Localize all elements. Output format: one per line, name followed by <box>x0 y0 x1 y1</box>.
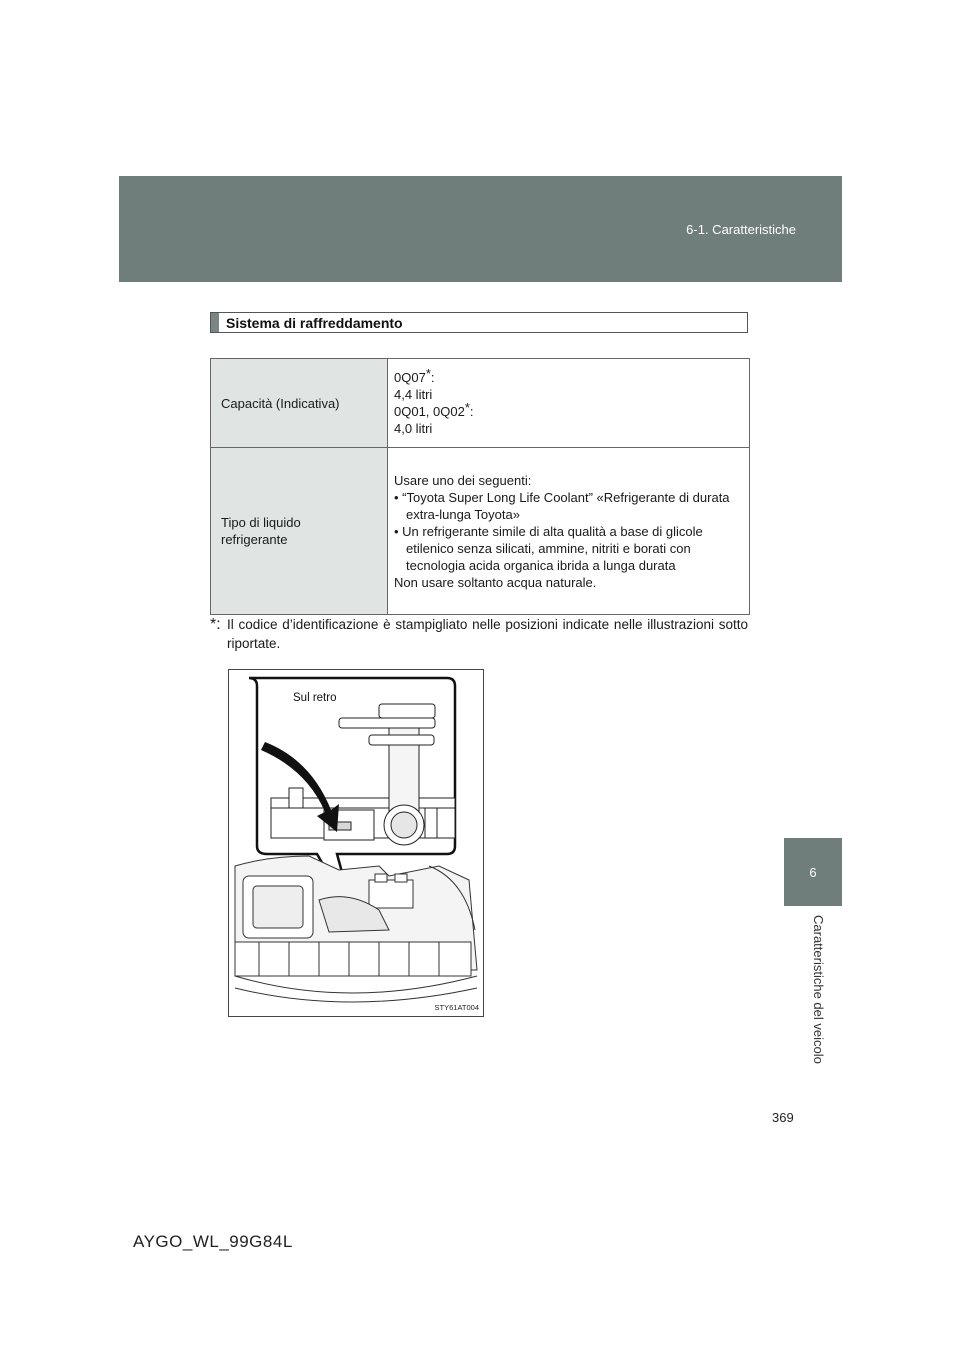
coolant-type-label-line2: refrigerante <box>221 532 288 547</box>
coolant-option-2: • Un refrigerante simile di alta qualità a base di glicole etilenico senza silicati, ammine, nitriti e borati con tecnologia acida organica ibrida a lunga durata <box>394 523 703 573</box>
capacity-value-b: 4,0 litri <box>394 421 433 436</box>
header-band <box>119 176 842 282</box>
footnote-marker: *: <box>210 616 221 633</box>
asterisk-mark: * <box>464 400 470 415</box>
chapter-number: 6 <box>809 864 817 880</box>
figure-code: STY61AT004 <box>434 1003 479 1012</box>
colon: : <box>469 404 474 419</box>
engine-bay-drawing <box>229 670 483 1016</box>
table-row <box>211 359 750 448</box>
capacity-model-a: 0Q07 <box>394 370 426 385</box>
coolant-type-value <box>388 448 750 615</box>
page-number: 369 <box>772 1110 794 1125</box>
footnote-text: Il codice d’identificazione è stampigliato nelle posizioni indicate nelle illustrazioni sotto riportate. <box>227 617 748 651</box>
footnote <box>210 615 748 653</box>
table-row <box>211 448 750 615</box>
section-heading-bar <box>211 313 219 332</box>
capacity-model-b: 0Q01, 0Q02 <box>394 404 465 419</box>
engine-bay-illustration <box>228 669 484 1017</box>
chapter-title: Caratteristiche del veicolo <box>811 915 826 1064</box>
colon: : <box>430 370 435 385</box>
coolant-intro: Usare uno dei seguenti: <box>394 472 532 488</box>
coolant-warning-note: Non usare soltanto acqua naturale. <box>394 574 597 590</box>
coolant-spec-table <box>210 358 750 615</box>
capacity-value <box>388 359 750 448</box>
section-heading <box>210 312 748 333</box>
coolant-type-label-line1: Tipo di liquido <box>221 515 301 530</box>
chapter-tab <box>784 838 842 906</box>
capacity-value-a: 4,4 litri <box>394 387 433 402</box>
section-heading-text: Sistema di raffreddamento <box>226 314 403 331</box>
footer-document-code: AYGO_WL_99G84L <box>133 1232 293 1251</box>
header-section-title: 6-1. Caratteristiche <box>686 222 796 237</box>
coolant-option-1: • “Toyota Super Long Life Coolant” «Refrigerante di durata extra-lunga Toyota» <box>394 489 730 522</box>
callout-label: Sul retro <box>293 692 337 704</box>
coolant-type-label <box>211 448 388 615</box>
capacity-label: Capacità (Indicativa) <box>211 359 388 448</box>
asterisk-mark: * <box>425 366 431 381</box>
